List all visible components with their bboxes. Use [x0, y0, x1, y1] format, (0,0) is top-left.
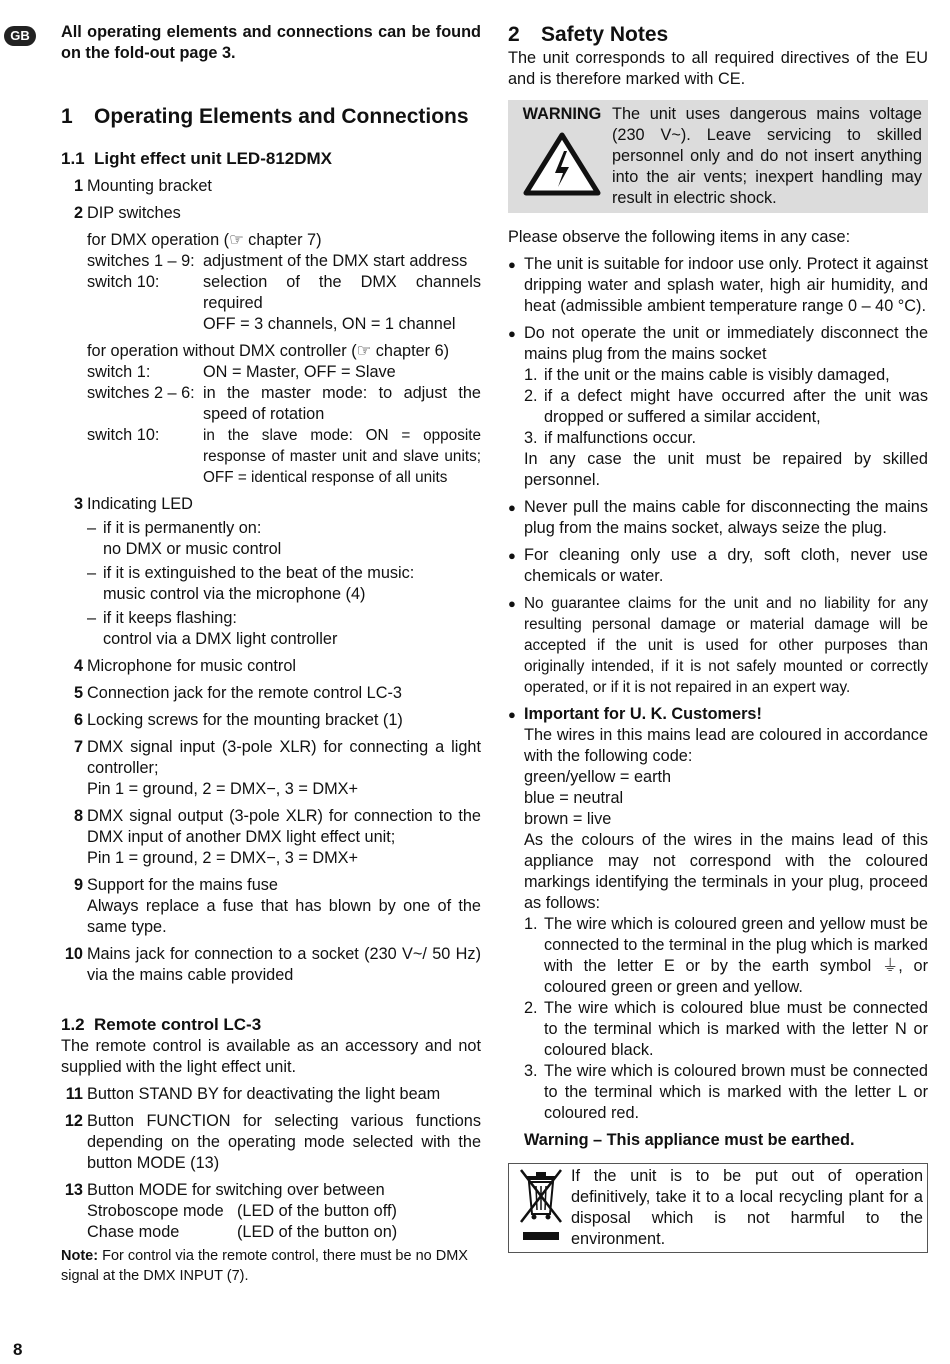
list-item: 13 Button MODE for switching over between Stroboscope mode (LED of the button off) Chase mode (LED of the button on): [64, 1181, 398, 1241]
remote-intro: The remote control is available as an accessory and not supplied with the light effect unit.: [61, 1037, 481, 1076]
subsection-1-1-heading: 1.1 Light effect unit LED-812DMX: [61, 149, 333, 168]
list-item: 9 Support for the mains fuse Always replace a fuse that has blown by one of the same type.: [73, 876, 481, 936]
list-item: 3. if malfunctions occur.: [524, 429, 697, 447]
list-item: 6 Locking screws for the mounting bracket (1): [73, 711, 403, 729]
intro-text: All operating elements and connections can be found on the fold-out page 3.: [61, 23, 481, 62]
list-item: 3. The wire which is coloured brown must be connected to the terminal which is marked with the letter L or coloured red.: [524, 1062, 928, 1122]
crossed-out-bin-icon: [517, 1166, 565, 1250]
list-item: 2 DIP switches for DMX operation (☞ chapter 7) switches 1 – 9: adjustment of the DMX start address switch 10: selection of the DMX channels required OFF = 3 channels, ON = 1 channel for operation without DMX controller (☞ chapter 6) switch 1: ON = Master, OFF = Slave switches 2 – 6: in the master mode: to adjust the speed of rotation switch 10: in the slave mode: ON = opposite response of master unit and slave units; OFF = identical response of all units: [73, 204, 481, 486]
warning-label: WARNING: [522, 105, 602, 123]
list-item: 1 Mounting bracket: [73, 177, 212, 195]
list-item: 2. The wire which is coloured blue must be connected to the terminal which is marked with the letter N or coloured black.: [524, 999, 928, 1059]
dash-item: – if it is extinguished to the beat of the music: music control via the microphone (4): [87, 564, 415, 603]
safety-intro: The unit corresponds to all required directives of the EU and is therefore marked with CE.: [508, 49, 928, 88]
dip-row: switch 1: ON = Master, OFF = Slave: [87, 363, 396, 381]
dip-row: switches 2 – 6: in the master mode: to adjust the speed of rotation: [87, 384, 481, 423]
left-column: [61, 22, 481, 1286]
list-item: 11 Button STAND BY for deactivating the light beam: [65, 1085, 441, 1103]
list-item: 10 Mains jack for connection to a socket (230 V~/ 50 Hz) via the mains cable provided: [64, 945, 481, 984]
dip-row: switch 10: selection of the DMX channels required: [87, 273, 481, 312]
bullet-item: ● No guarantee claims for the unit and no liability for any resulting personal damage or material damage will be accepted if the unit is used for other purposes than originally intended, if it is not safely mounted or correctly operated, or if it is not repaired in an expert way.: [508, 595, 928, 696]
list-item: 1. if the unit or the mains cable is visibly damaged,: [524, 366, 890, 384]
warning-box: [508, 100, 928, 213]
dash-item: – if it is permanently on: no DMX or music control: [87, 519, 282, 558]
section-1-heading: 1 Operating Elements and Connections: [61, 105, 469, 128]
list-item: 3 Indicating LED – if it is permanently on: no DMX or music control – if it is extinguished to the beat of the music: music control via the microphone (4) – if it keeps flashing: control via a DMX light controller: [61, 494, 481, 650]
list-item: 1. The wire which is coloured green and yellow must be connected to the terminal in the plug which is marked with the letter E or by the earth symbol ⏚, or coloured green or green and yellow.: [524, 915, 928, 996]
language-badge: GB: [4, 26, 36, 46]
remote-note: Note: For control via the remote control, there must be no DMX signal at the DMX INPUT (7).: [61, 1248, 468, 1284]
section-2-heading: 2 Safety Notes: [508, 23, 669, 46]
bullet-item: ● Important for U. K. Customers! The wires in this mains lead are coloured in accordance with the following code: green/yellow = earth blue = neutral brown = live As the colours of the wires in the mains lead of this appliance may not correspond with the coloured markings identifying the terminals in your plug, proceed as follows: 1. The wire which is coloured green and yellow must be connected to the terminal in the plug which is marked with the letter E or by the earth symbol ⏚, or coloured green or green and yellow. 2. The wire which is coloured blue must be connected to the terminal which is marked with the letter N or coloured black. 3. The wire which is coloured brown must be connected to the terminal which is marked with the letter L or coloured red. Warning – This appliance must be earthed.: [508, 705, 928, 1149]
dip-row: switches 1 – 9: adjustment of the DMX start address: [87, 252, 468, 270]
right-column: [508, 22, 928, 1253]
list-item: 4 Microphone for music control: [73, 657, 297, 675]
bullet-item: ● Do not operate the unit or immediately disconnect the mains plug from the mains socket 1. if the unit or the mains cable is visibly damaged, 2. if a defect might have occurred after the unit was dropped or suffered a similar accident, 3. if malfunctions occur. In any case the unit must be repaired by skilled personnel.: [508, 324, 928, 489]
bullet-item: ● The unit is suitable for indoor use only. Protect it against dripping water and splash water, high air humidity, and heat (admissible ambient temperature range 0 – 40 °C).: [508, 255, 928, 315]
list-item: 12 Button FUNCTION for selecting various functions depending on the operating mode selected with the button MODE (13): [64, 1112, 481, 1172]
observe-text: Please observe the following items in any case:: [508, 228, 851, 246]
list-item: 2. if a defect might have occurred after the unit was dropped or suffered a similar accident,: [524, 387, 928, 426]
recycling-box: [508, 1163, 928, 1253]
list-item: 8 DMX signal output (3-pole XLR) for connection to the DMX input of another DMX light effect unit; Pin 1 = ground, 2 = DMX−, 3 = DMX+: [73, 807, 481, 867]
list-item: 7 DMX signal input (3-pole XLR) for connecting a light controller; Pin 1 = ground, 2 = DMX−, 3 = DMX+: [73, 738, 481, 798]
page-number: 8: [13, 1340, 23, 1359]
warning-text: The unit uses dangerous mains voltage (230 V~). Leave servicing to skilled personnel only and do not insert anything into the air vents; inexpert handling may result in electric shock.: [612, 105, 922, 207]
dash-item: – if it keeps flashing: control via a DMX light controller: [87, 609, 338, 648]
recycling-text: If the unit is to be put out of operation definitively, take it to a local recycling plant for a disposal which is not harmful to the environment.: [571, 1167, 923, 1248]
list-item: 5 Connection jack for the remote control LC-3: [73, 684, 402, 702]
bullet-item: ● For cleaning only use a dry, soft cloth, never use chemicals or water.: [508, 546, 928, 585]
bullet-item: ● Never pull the mains cable for disconnecting the mains plug from the mains socket, always seize the plug.: [508, 498, 928, 537]
dip-row: switch 10: in the slave mode: ON = opposite response of master unit and slave units; OFF = identical response of all units: [87, 426, 481, 486]
subsection-1-2-heading: 1.2 Remote control LC-3: [61, 1015, 262, 1034]
high-voltage-icon: [522, 131, 602, 197]
